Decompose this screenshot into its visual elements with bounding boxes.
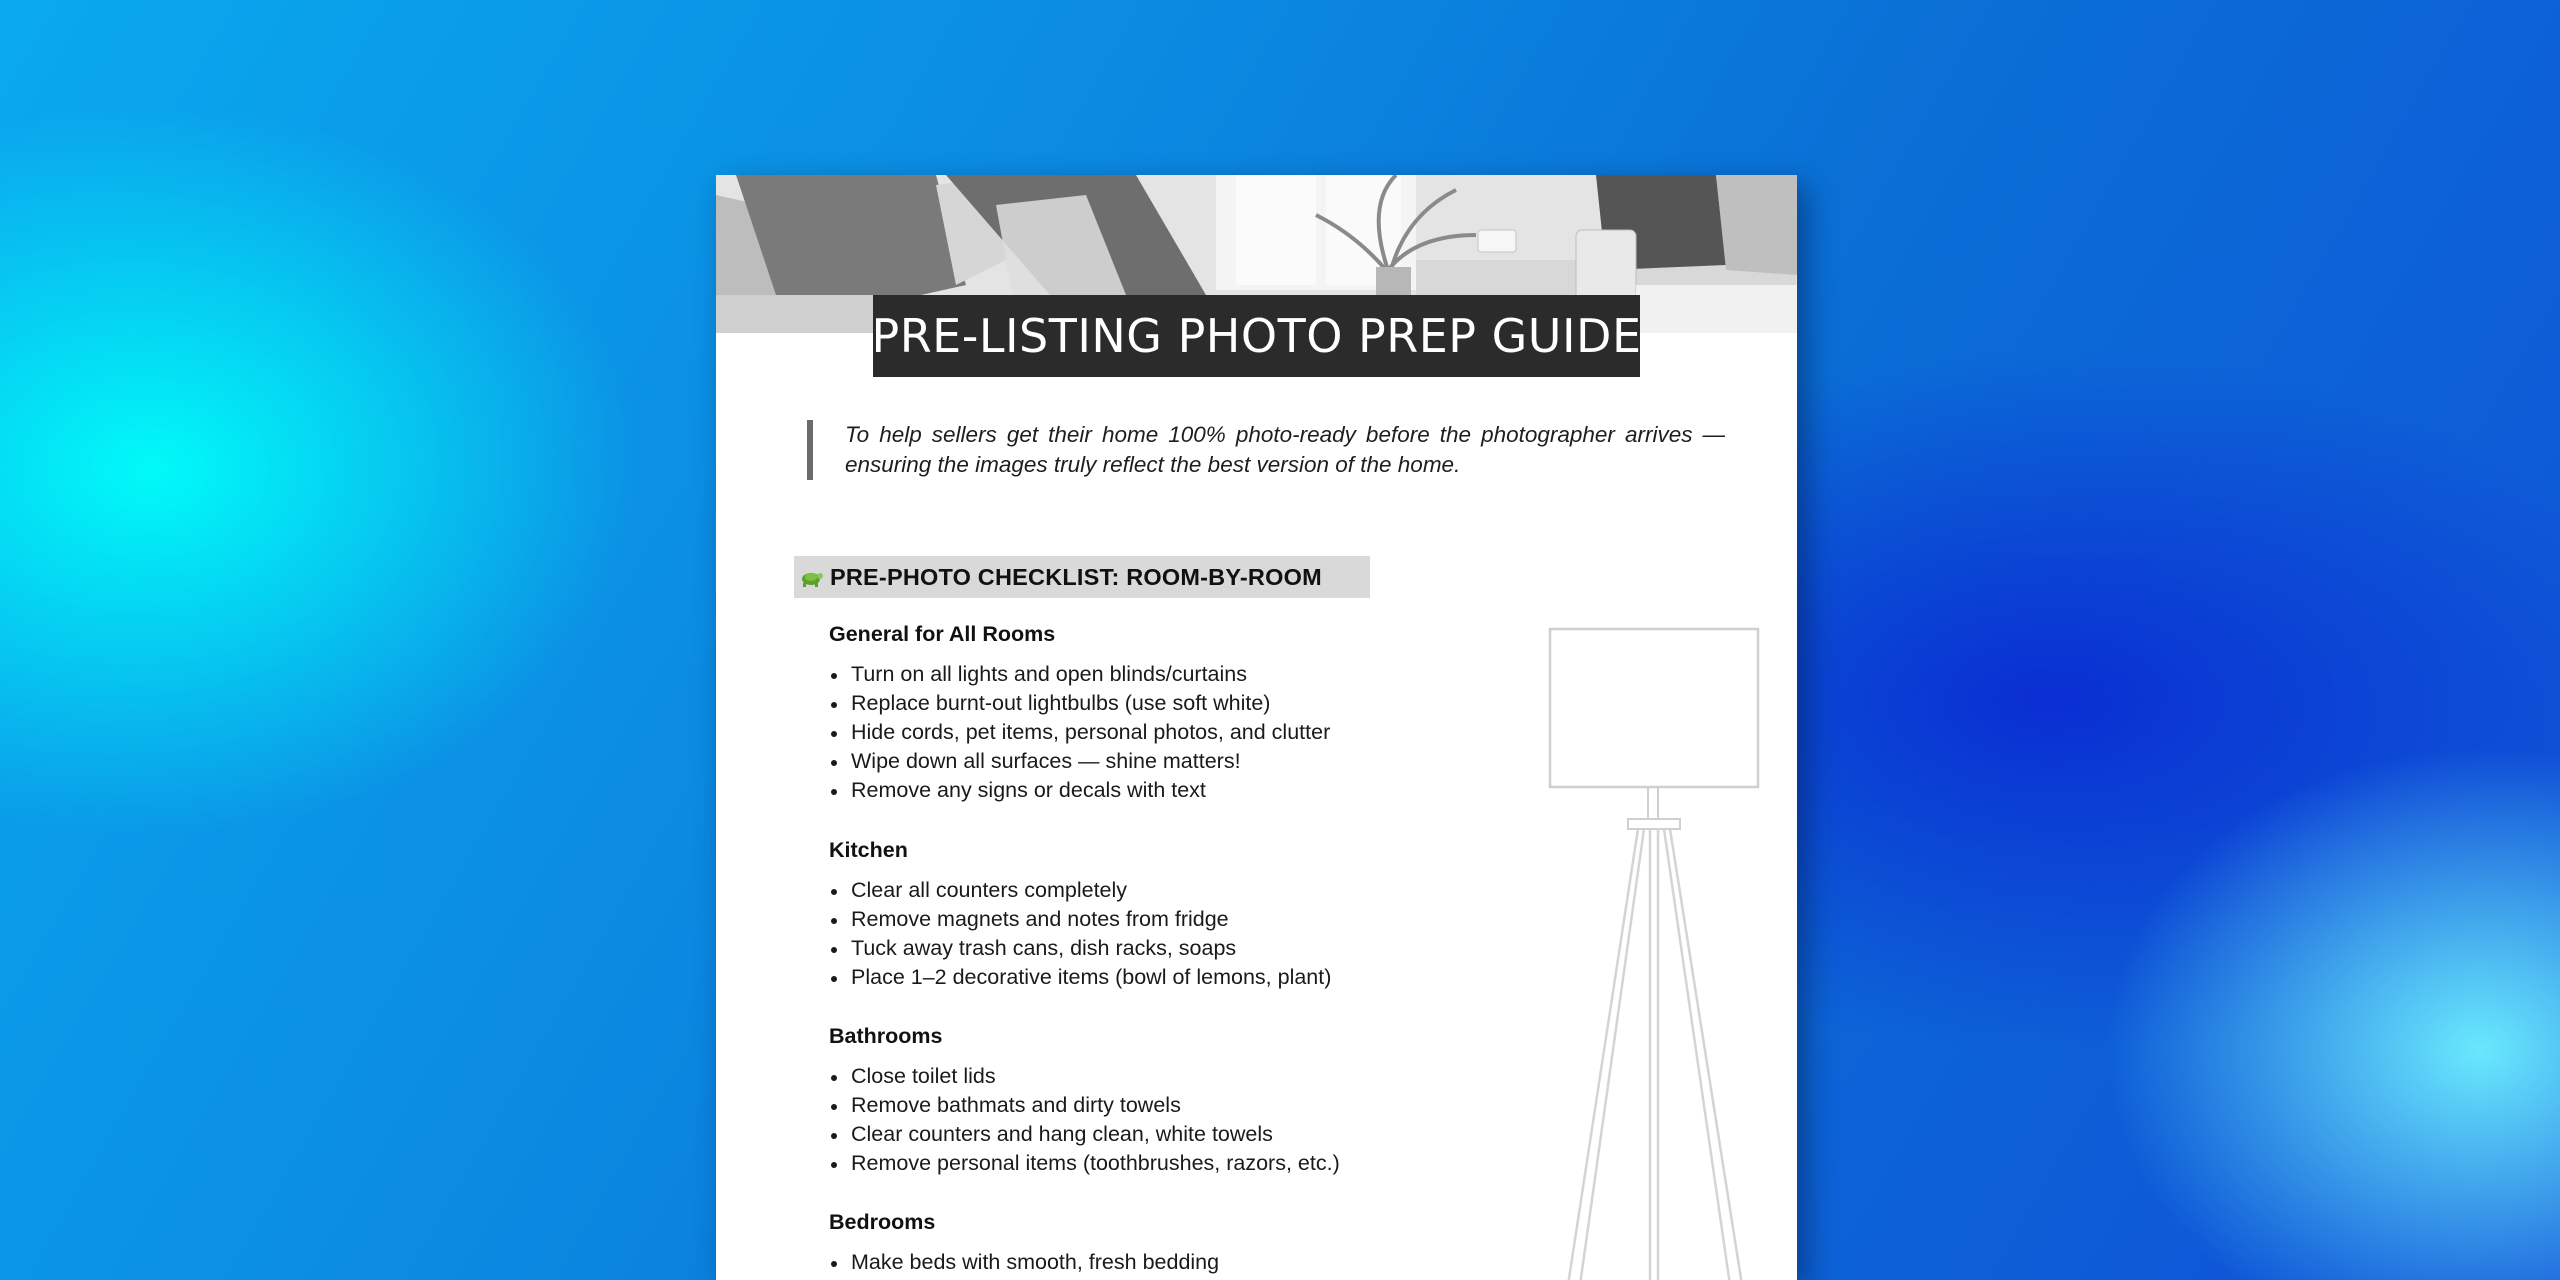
list-item: Wipe down all surfaces — shine matters! xyxy=(851,749,1241,773)
list-item: Remove personal items (toothbrushes, razors, etc.) xyxy=(851,1151,1340,1175)
list-item: Hide cords, pet items, personal photos, and clutter xyxy=(851,720,1331,744)
group-title-kitchen: Kitchen xyxy=(829,838,908,862)
list-item: Place 1–2 decorative items (bowl of lemons, plant) xyxy=(851,965,1332,989)
list-item: Clear counters and hang clean, white towels xyxy=(851,1122,1273,1146)
section-heading: PRE-PHOTO CHECKLIST: ROOM-BY-ROOM xyxy=(830,563,1322,590)
list-item: Replace burnt-out lightbulbs (use soft white) xyxy=(851,691,1271,715)
section-heading-bar xyxy=(794,556,1370,598)
list-item: Tuck away trash cans, dish racks, soaps xyxy=(851,936,1237,960)
list-item: Turn on all lights and open blinds/curtains xyxy=(851,662,1247,686)
page-title: PRE-LISTING PHOTO PREP GUIDE xyxy=(871,309,1642,363)
list-item: Remove bathmats and dirty towels xyxy=(851,1093,1181,1117)
list-item: Remove magnets and notes from fridge xyxy=(851,907,1229,931)
turtle-icon xyxy=(800,566,824,588)
list-item: Clear all counters completely xyxy=(851,878,1128,902)
list-item: Close toilet lids xyxy=(851,1064,996,1088)
title-banner xyxy=(873,295,1640,377)
list-item: Make beds with smooth, fresh bedding xyxy=(851,1250,1220,1274)
intro-text: To help sellers get their home 100% photo-ready before the photographer arrives — ensuring the images truly reflect the best version of the home. xyxy=(845,422,1725,477)
group-title-general: General for All Rooms xyxy=(829,622,1056,646)
group-title-bedrooms: Bedrooms xyxy=(829,1210,936,1234)
floor-lamp-illustration xyxy=(1548,625,1768,1280)
intro-blockquote xyxy=(807,420,1725,480)
document-page xyxy=(716,175,1797,1280)
list-item: Remove any signs or decals with text xyxy=(851,778,1206,802)
group-title-bathrooms: Bathrooms xyxy=(829,1024,943,1048)
